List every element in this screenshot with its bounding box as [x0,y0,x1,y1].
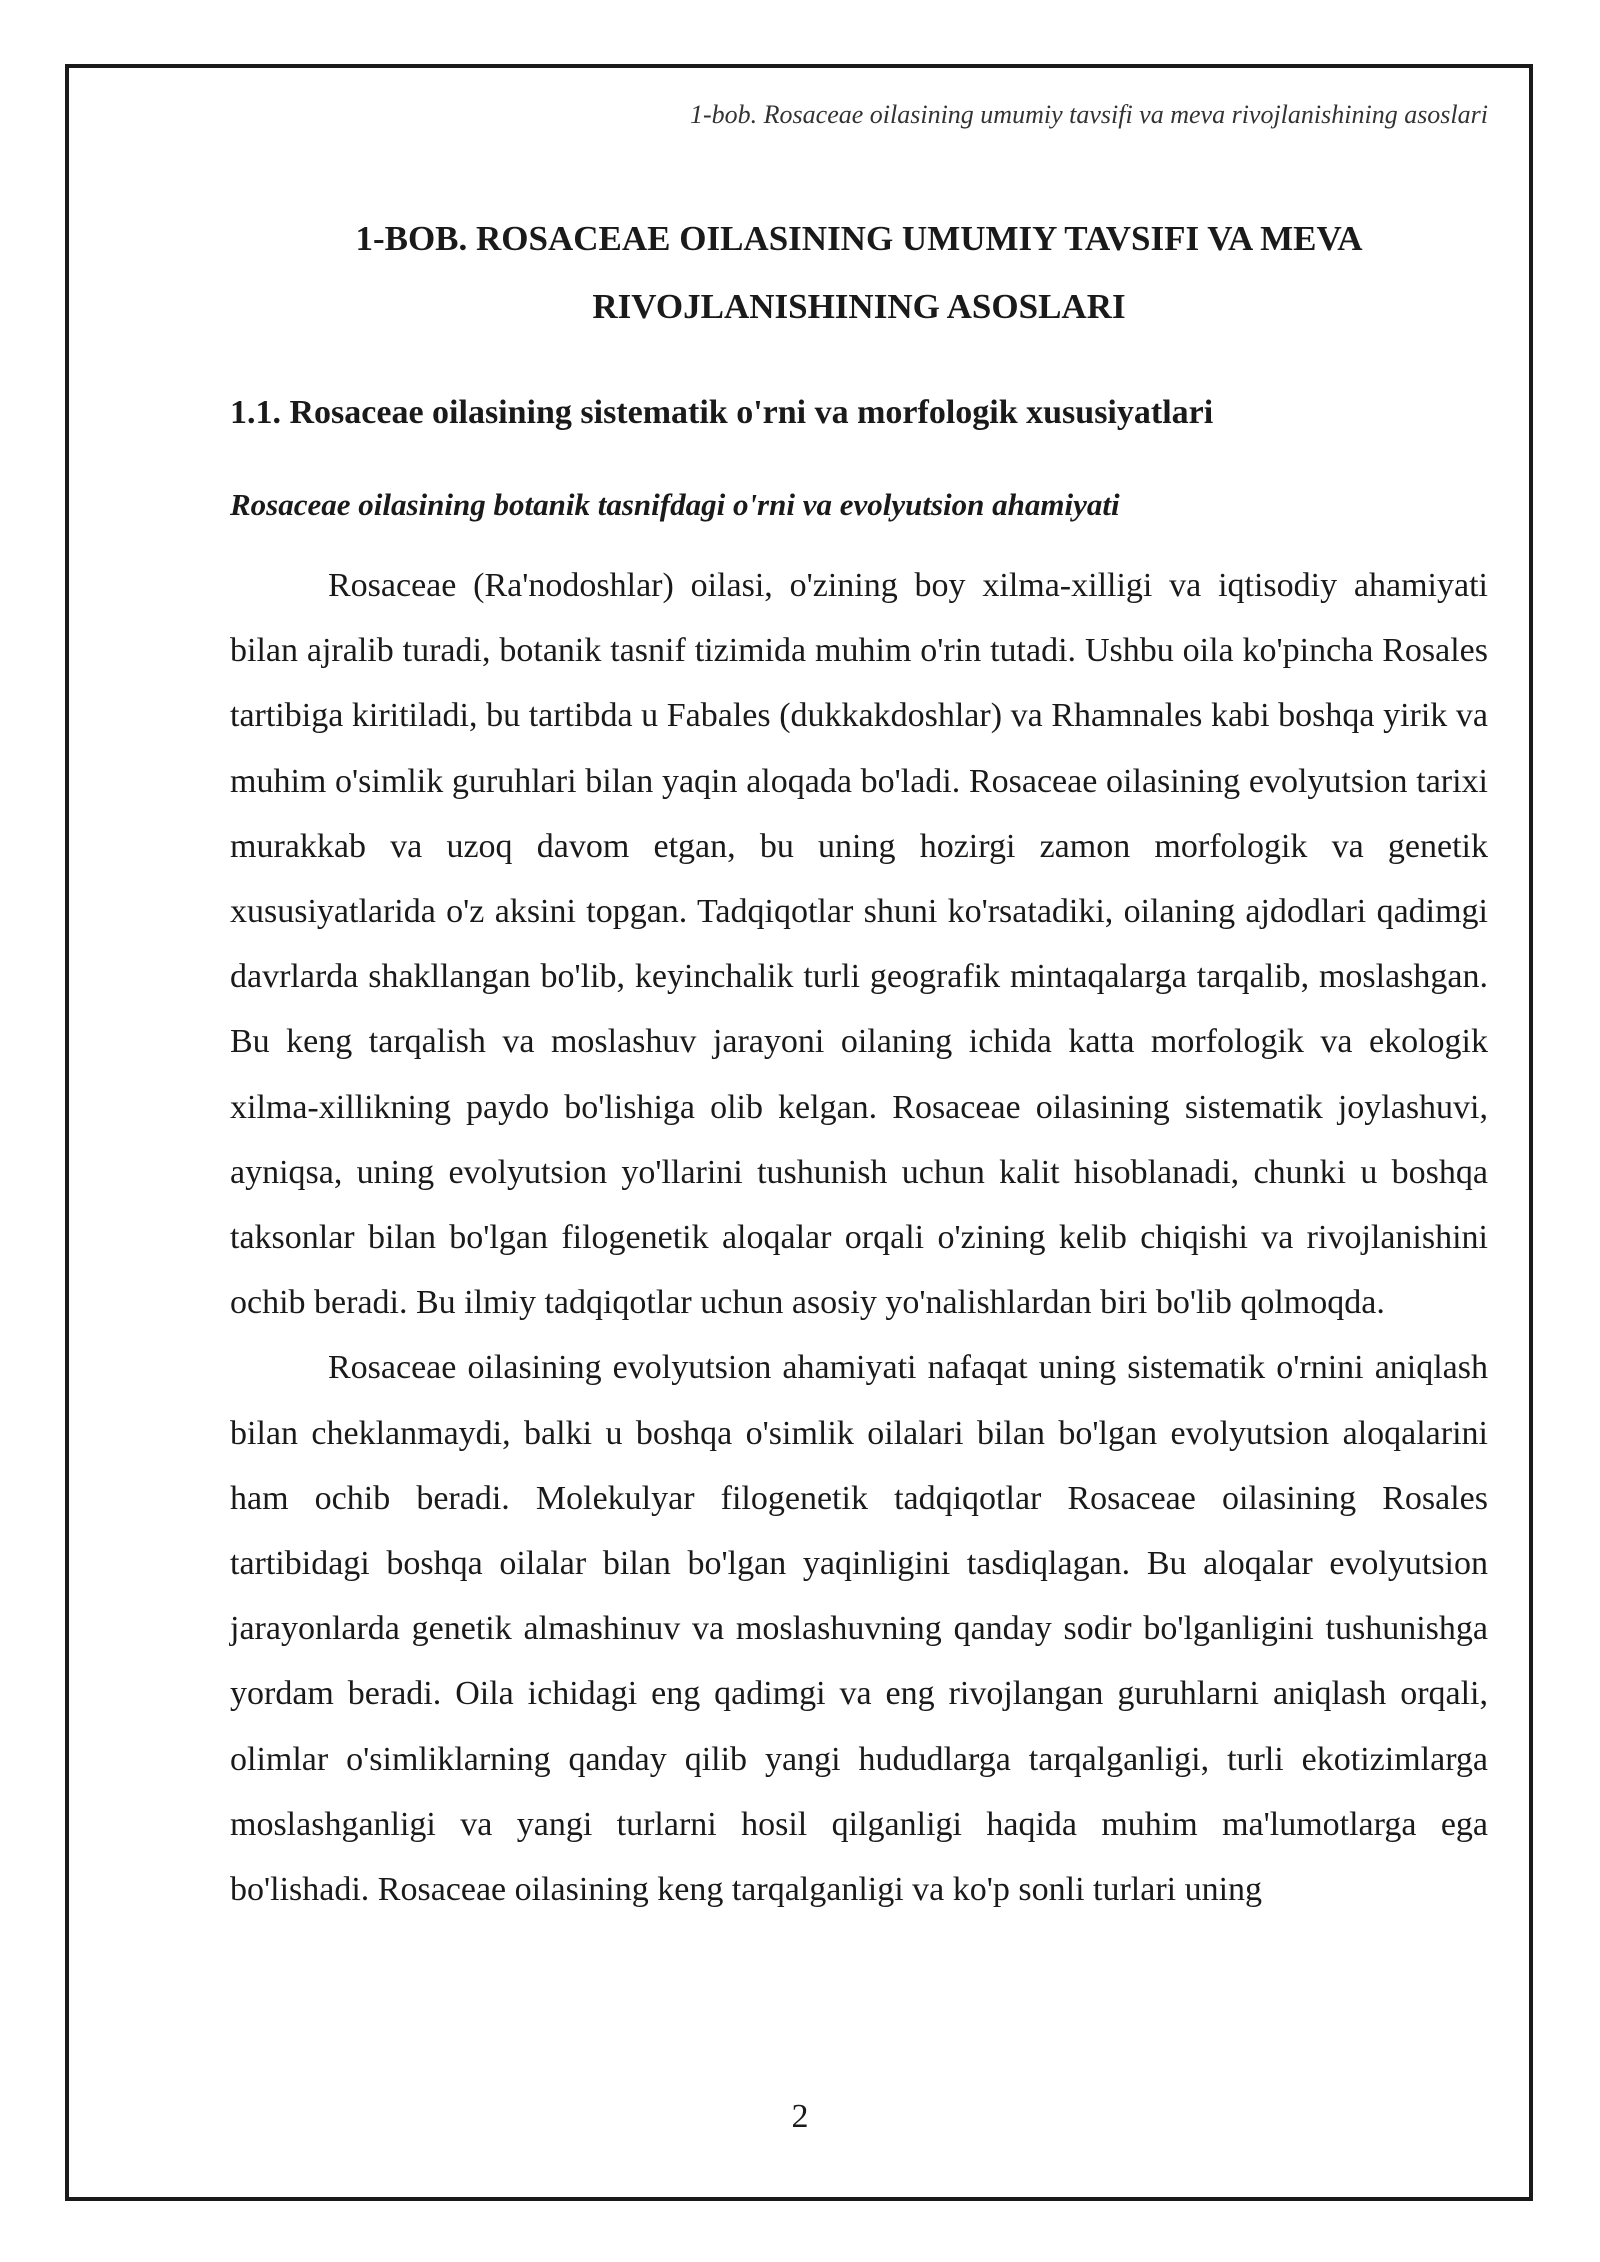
page-content [230,205,1488,1909]
paragraph: Rosaceae oilasining evolyutsion ahamiyati nafaqat uning sistematik o'rnini aniqlash bilan cheklanmaydi, balki u boshqa o'simlik oilalari bilan bo'lgan evolyutsion aloqalarini ham ochib beradi. Molekulyar filogenetik tadqiqotlar Rosaceae oilasining Rosales tartibidagi boshqa oilalar bilan bo'lgan yaqinligini tasdiqlagan. Bu aloqalar evolyutsion jarayonlarda genetik almashinuv va moslashuvning qanday sodir bo'lganligini tushunishga yordam beradi. Oila ichidagi eng qadimgi va eng rivojlangan guruhlarni aniqlash orqali, olimlar o'simliklarning qanday qilib yangi hududlarga tarqalganligi, turli ekotizimlarga moslashganligi va yangi turlarni hosil qilganligi haqida muhim ma'lumotlarga ega bo'lishadi. Rosaceae oilasining keng tarqalganligi va ko'p sonli turlari uning [230,1349,1488,1909]
paragraph: Rosaceae (Ra'nodoshlar) oilasi, o'zining boy xilma-xilligi va iqtisodiy ahamiyati bilan ajralib turadi, botanik tasnif tizimida muhim o'rin tutadi. Ushbu oila ko'pincha Rosales tartibiga kiritiladi, bu tartibda u Fabales (dukkakdoshlar) va Rhamnales kabi boshqa yirik va muhim o'simlik guruhlari bilan yaqin aloqada bo'ladi. Rosaceae oilasining evolyutsion tarixi murakkab va uzoq davom etgan, bu uning hozirgi zamon morfologik va genetik xususiyatlarida o'z aksini topgan. Tadqiqotlar shuni ko'rsatadiki, oilaning ajdodlari qadimgi davrlarda shakllangan bo'lib, keyinchalik turli geografik mintaqalarga tarqalib, moslashgan. Bu keng tarqalish va moslashuv jarayoni oilaning ichida katta morfologik va ekologik xilma-xillikning paydo bo'lishiga olib kelgan. Rosaceae oilasining sistematik joylashuvi, ayniqsa, uning evolyutsion yo'llarini tushunish uchun kalit hisoblanadi, chunki u boshqa taksonlar bilan bo'lgan filogenetik aloqalar orqali o'zining kelib chiqishi va rivojlanishini ochib beradi. Bu ilmiy tadqiqotlar uchun asosiy yo'nalishlardan biri bo'lib qolmoqda. [230,567,1488,1322]
page-number: 2 [791,2098,809,2135]
chapter-title: 1-BOB. ROSACEAE OILASINING UMUMIY TAVSIFI VA MEVA RIVOJLANISHINING ASOSLARI [355,219,1363,326]
running-header: 1-bob. Rosaceae oilasining umumiy tavsifi va meva rivojlanishining asoslari [690,100,1488,129]
body-text [230,553,1488,1922]
section-title: 1.1. Rosaceae oilasining sistematik o'rni va morfologik xususiyatlari [230,394,1214,431]
subsection-title: Rosaceae oilasining botanik tasnifdagi o'rni va evolyutsion ahamiyati [230,487,1120,522]
